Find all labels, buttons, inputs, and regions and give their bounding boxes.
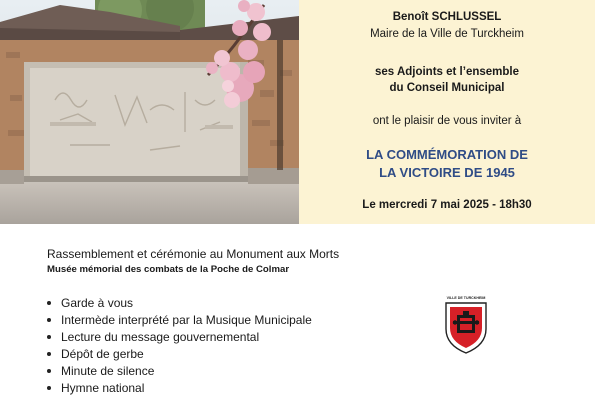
host-role: Maire de la Ville de Turckheim — [370, 28, 524, 40]
bullet-icon — [47, 369, 51, 373]
program-item: Intermède interprété par la Musique Municipale — [44, 312, 312, 329]
event-title: Rassemblement et cérémonie au Monument aux Morts — [47, 247, 340, 261]
bullet-icon — [47, 335, 51, 339]
event-date-time: Le mercredi 7 mai 2025 - 18h30 — [362, 199, 532, 211]
program-item: Minute de silence — [44, 363, 312, 380]
co-hosts-line-1: ses Adjoints et l’ensemble — [374, 66, 519, 78]
monument-photo — [0, 0, 299, 224]
bullet-icon — [47, 301, 51, 305]
bullet-icon — [47, 386, 51, 390]
program-item: Lecture du message gouvernemental — [44, 329, 312, 346]
event-headline-line-1: LA COMMÉMORATION DE — [366, 147, 528, 162]
bullet-icon — [47, 318, 51, 322]
bullet-icon — [47, 352, 51, 356]
program-item: Garde à vous — [44, 295, 312, 312]
invite-text: ont le plaisir de vous inviter à — [372, 115, 522, 127]
event-location: Musée mémorial des combats de la Poche de Colmar — [47, 264, 290, 275]
host-name: Benoît SCHLUSSEL — [392, 11, 502, 23]
crest-label: VILLE DE TURCKHEIM — [446, 296, 486, 300]
co-hosts-line-2: du Conseil Municipal — [389, 82, 505, 94]
coat-of-arms-icon — [441, 293, 491, 355]
program-list — [44, 295, 312, 397]
program-item: Hymne national — [44, 380, 312, 397]
event-headline-line-2: LA VICTOIRE DE 1945 — [379, 165, 515, 180]
invitation-panel — [299, 0, 595, 224]
program-item: Dépôt de gerbe — [44, 346, 312, 363]
